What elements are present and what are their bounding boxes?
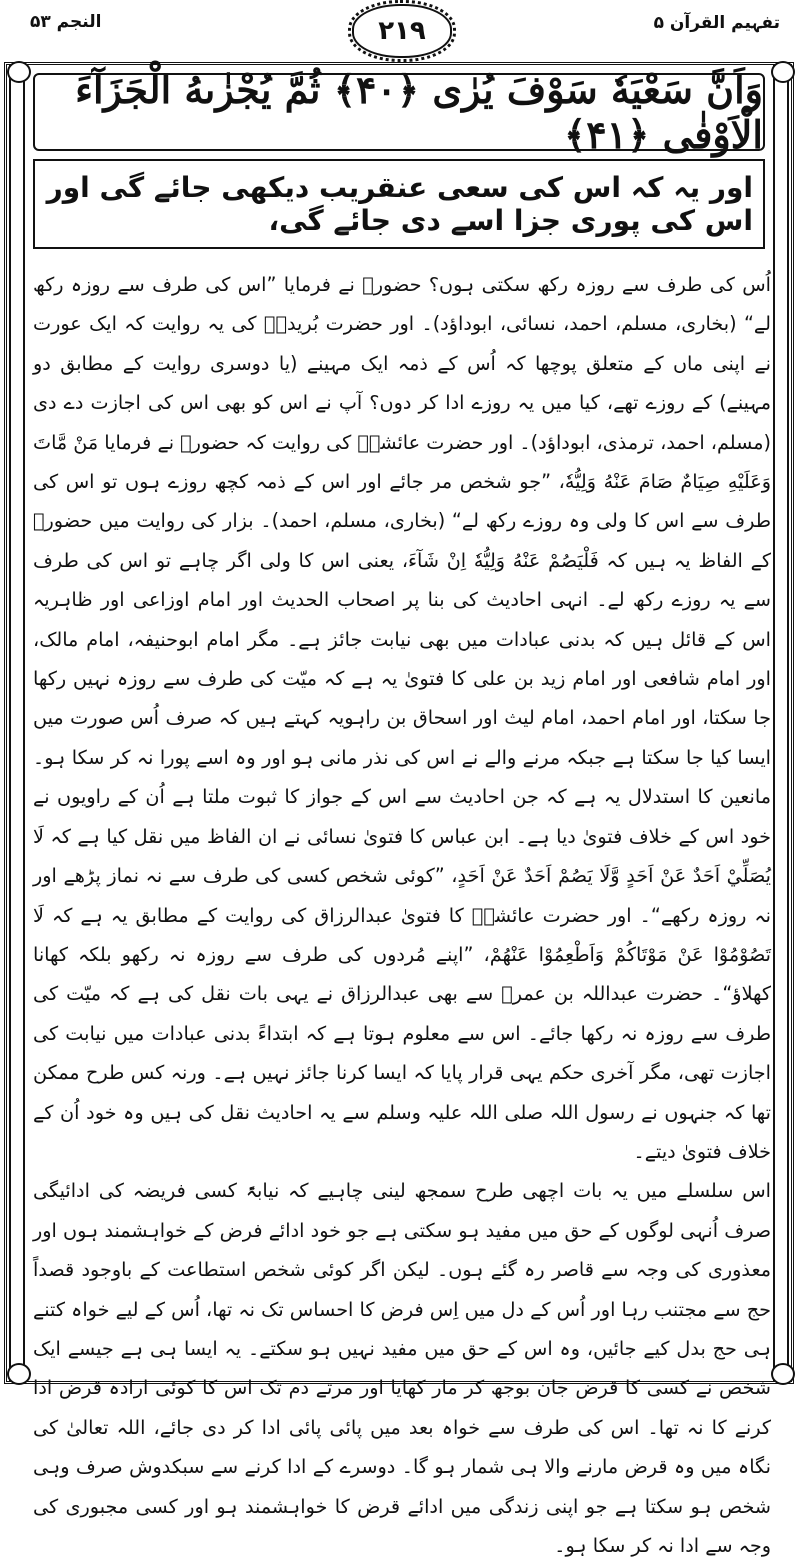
left-pillar-ornament [9,65,25,1381]
surah-title: النجم ۵۳ [30,12,102,32]
page-frame [4,62,794,1557]
pillar-base-icon [7,1363,31,1385]
page-header [0,0,800,64]
page-number: ۲۱۹ [378,16,426,46]
right-pillar-ornament [773,65,789,1381]
verse-translation: اور یہ کہ اس کی سعی عنقریب دیکھی جائے گی اور اس کی پوری جزا اسے دی جائے گی، [33,159,765,249]
page-number-badge [352,4,452,58]
commentary-body [33,265,771,1557]
book-title: تفہیم القرآن ۵ [653,13,780,33]
ornament-border-icon [348,0,456,62]
pillar-base-icon [771,1363,795,1385]
commentary-paragraph: اُس کی طرف سے روزہ رکھ سکتی ہوں؟ حضورؐ نے فرمایا ”اس کی طرف سے روزہ رکھ لے“ (بخاری، مسلم، احمد، نسائی، ابوداؤد)۔ اور حضرت بُریدہؓ کی یہ روایت کہ ایک عورت نے اپنی ماں کے متعلق پوچھا کہ اُس کے ذمہ ایک مہینے (یا دوسری روایت کے مطابق دو مہینے) کے روزے تھے، کیا میں یہ روزے ادا کر دوں؟ آپ نے اس کو بھی اس کی اجازت دے دی (مسلم، احمد، ترمذی، ابوداؤد)۔ اور حضرت عائشہؓ کی روایت کہ حضورؐ نے فرمایا مَنْ مَّاتَ وَعَلَيْهِ صِيَامٌ صَامَ عَنْهُ وَلِيُّهٗ، ”جو شخص مر جائے اور اس کے ذمہ کچھ روزے ہوں تو اس کی طرف سے اس کا ولی وہ روزے رکھ لے“ (بخاری، مسلم، احمد)۔ بزار کی روایت میں حضورؐ کے الفاظ یہ ہیں کہ فَلْيَصُمْ عَنْهُ وَلِيُّهٗ اِنْ شَآءَ، یعنی اس کا ولی اگر چاہے تو اس کی طرف سے یہ روزے رکھ لے۔ انہی احادیث کی بنا پر اصحاب الحدیث اور امام اوزاعی اور ظاہریہ اس کے قائل ہیں کہ بدنی عبادات میں بھی نیابت جائز ہے۔ مگر امام ابوحنیفہ، امام مالک، اور امام شافعی اور امام زید بن علی کا فتویٰ یہ ہے کہ میّت کی طرف سے روزہ نہیں رکھا جا سکتا، اور امام احمد، امام لیث اور اسحاق بن راہویہ کہتے ہیں کہ صرف اُس صورت میں ایسا کیا جا سکتا ہے جبکہ مرنے والے نے اس کی نذر مانی ہو اور وہ اسے پورا نہ کر سکا ہو۔ مانعین کا استدلال یہ ہے کہ جن احادیث سے اس کے جواز کا ثبوت ملتا ہے اُن کے راویوں نے خود اس کے خلاف فتویٰ دیا ہے۔ ابن عباس کا فتویٰ نسائی نے ان الفاظ میں نقل کیا ہے کہ لَا يُصَلِّيْ اَحَدٌ عَنْ اَحَدٍ وَّلَا يَصُمْ اَحَدٌ عَنْ اَحَدٍ، ”کوئی شخص کسی کی طرف سے نہ نماز پڑھے اور نہ روزہ رکھے“۔ اور حضرت عائشہؓ کا فتویٰ عبدالرزاق کی روایت کے مطابق یہ ہے کہ لَا تَصُوْمُوْا عَنْ مَوْتَاكُمْ وَاَطْعِمُوْا عَنْهُمْ، ”اپنے مُردوں کی طرف سے روزہ نہ رکھو بلکہ کھانا کھلاؤ“۔ حضرت عبداللہ بن عمرؓ سے بھی عبدالرزاق نے یہی بات نقل کی ہے کہ میّت کی طرف سے روزہ نہ رکھا جائے۔ اس سے معلوم ہوتا ہے کہ ابتداءً بدنی عبادات میں نیابت کی اجازت تھی، مگر آخری حکم یہی قرار پایا کہ ایسا کرنا جائز نہیں ہے۔ ورنہ کس طرح ممکن تھا کہ جنہوں نے رسول اللہ صلی اللہ علیہ وسلم سے یہ احادیث نقل کی ہیں وہ خود اُن کے خلاف فتویٰ دیتے۔ [33,273,771,1163]
commentary-paragraph: اس سلسلے میں یہ بات اچھی طرح سمجھ لینی چاہیے کہ نیابۃً کسی فریضہ کی ادائیگی صرف اُنہی لوگوں کے حق میں مفید ہو سکتی ہے جو خود ادائے فرض کے خواہشمند ہوں اور معذوری کی وجہ سے قاصر رہ گئے ہوں۔ لیکن اگر کوئی شخص استطاعت کے باوجود قصداً حج سے مجتنب رہا اور اُس کے دل میں اِس فرض کا احساس تک نہ تھا، اُس کے لیے خواہ کتنے ہی حج بدل کیے جائیں، وہ اس کے حق میں مفید نہیں ہو سکتے۔ یہ ایسا ہی ہے جیسے ایک شخص نے کسی کا قرض جان بوجھ کر مار کھایا اور مرتے دم تک اس کا کوئی ارادہ قرض ادا کرنے کا نہ تھا۔ اس کی طرف سے خواہ بعد میں پائی پائی ادا کر دی جائے، اللہ تعالیٰ کی نگاہ میں وہ قرض مارنے والا ہی شمار ہو گا۔ دوسرے کے ادا کرنے سے سبکدوش صرف وہی شخص ہو سکتا ہے جو اپنی زندگی میں ادائے قرض کا خواہشمند ہو اور کسی مجبوری کی وجہ سے ادا نہ کر سکا ہو۔ [33,1179,771,1557]
pillar-cap-icon [7,61,31,83]
pillar-cap-icon [771,61,795,83]
quran-verse: وَاَنَّ سَعْيَهٗ سَوْفَ يُرٰى ﴿۴۰﴾ ثُمَّ يُجْزٰىهُ الْجَزَآءَ الْاَوْفٰى ﴿۴۱﴾ [33,73,765,151]
